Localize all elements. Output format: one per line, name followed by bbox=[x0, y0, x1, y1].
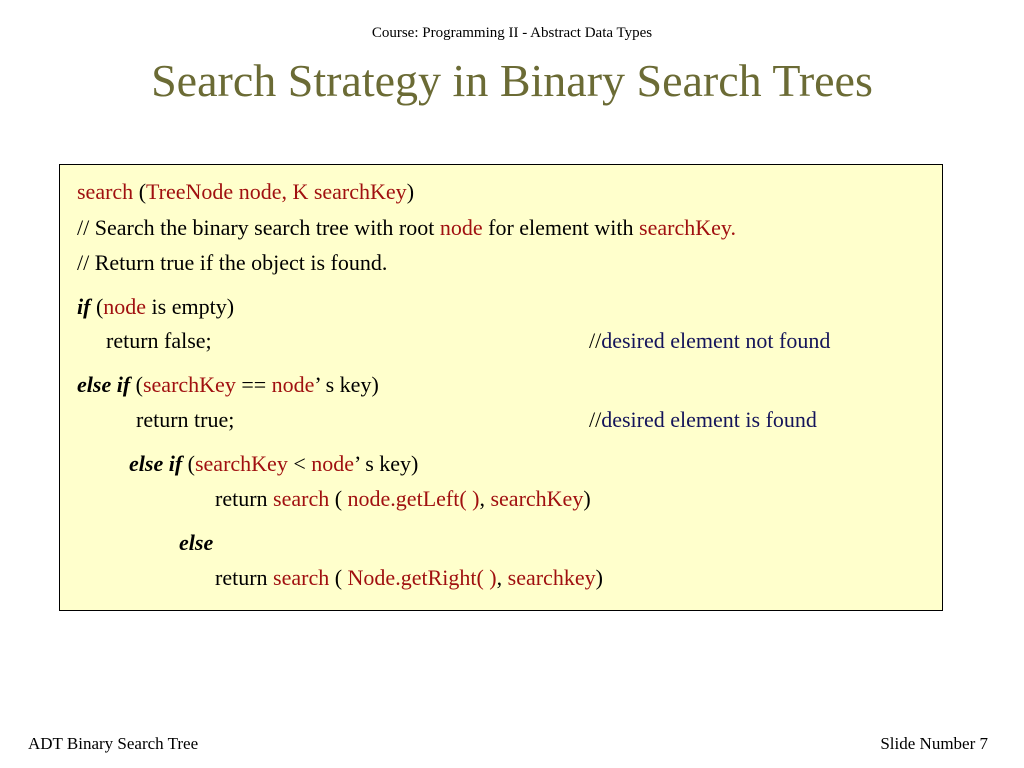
operator: == bbox=[235, 372, 272, 397]
argument-left: node.getLeft( ) bbox=[347, 486, 480, 511]
keyword-if: if bbox=[77, 294, 91, 319]
code-line-else-if-equal bbox=[77, 371, 379, 399]
code-line-else bbox=[179, 529, 213, 557]
comment-text: // Search the binary search tree with root bbox=[77, 215, 440, 240]
code-box bbox=[59, 164, 943, 611]
code-comment-not-found bbox=[589, 327, 830, 355]
node-identifier: node bbox=[271, 372, 315, 397]
code-line-else-if-less bbox=[129, 450, 418, 478]
apostrophe: ’ bbox=[314, 372, 321, 397]
comment-node: node bbox=[439, 215, 483, 240]
code-line-return-right bbox=[215, 564, 603, 592]
keyword-else-if: else if bbox=[77, 372, 131, 397]
comment-text: desired element is found bbox=[601, 407, 817, 432]
function-name: search bbox=[77, 179, 134, 204]
code-line-return-true bbox=[136, 406, 234, 434]
searchkey-identifier: searchKey bbox=[194, 451, 288, 476]
code-comment-found bbox=[589, 406, 817, 434]
apostrophe: ’ bbox=[354, 451, 360, 476]
condition-rest: s key) bbox=[320, 372, 379, 397]
code-line-signature bbox=[77, 178, 414, 206]
code-line-comment-1 bbox=[77, 214, 736, 242]
keyword-else-if: else if bbox=[129, 451, 183, 476]
comment-slashes: // bbox=[589, 407, 602, 432]
argument-right: Node.getRight( ) bbox=[347, 565, 497, 590]
code-line-return-false bbox=[106, 327, 212, 355]
parameters: TreeNode node, K searchKey bbox=[146, 179, 407, 204]
footer-left: ADT Binary Search Tree bbox=[28, 734, 199, 753]
condition-rest: is empty) bbox=[146, 294, 235, 319]
comment-text: // Return true if the object is found. bbox=[77, 250, 388, 275]
paren-close: ) bbox=[583, 486, 591, 511]
return-statement: return false; bbox=[106, 328, 212, 353]
code-line-if bbox=[77, 293, 234, 321]
comment-text: desired element not found bbox=[601, 328, 831, 353]
paren-open: ( bbox=[329, 486, 348, 511]
slide-number: Slide Number 7 bbox=[880, 734, 988, 753]
paren-close: ) bbox=[595, 565, 603, 590]
node-identifier: node bbox=[311, 451, 355, 476]
argument-searchkey: searchKey bbox=[490, 486, 584, 511]
comma: , bbox=[479, 486, 491, 511]
paren-open: ( bbox=[130, 372, 143, 397]
comment-searchkey: searchKey. bbox=[639, 215, 736, 240]
return-keyword: return bbox=[215, 486, 274, 511]
node-identifier: node bbox=[103, 294, 147, 319]
paren-open: ( bbox=[329, 565, 348, 590]
function-name: search bbox=[273, 486, 330, 511]
return-keyword: return bbox=[215, 565, 274, 590]
comment-slashes: // bbox=[589, 328, 602, 353]
paren-open: ( bbox=[90, 294, 104, 319]
function-name: search bbox=[273, 565, 330, 590]
paren-open: ( bbox=[182, 451, 195, 476]
searchkey-identifier: searchKey bbox=[142, 372, 236, 397]
course-label: Course: Programming II - Abstract Data Types bbox=[371, 25, 653, 41]
paren-open: ( bbox=[133, 179, 147, 204]
code-line-return-left bbox=[215, 485, 591, 513]
code-line-comment-2 bbox=[77, 249, 387, 277]
paren-close: ) bbox=[406, 179, 415, 204]
operator: < bbox=[287, 451, 312, 476]
comma: , bbox=[496, 565, 508, 590]
keyword-else: else bbox=[179, 530, 214, 555]
comment-text: for element with bbox=[482, 215, 640, 240]
slide-title: Search Strategy in Binary Search Trees bbox=[151, 55, 873, 106]
return-statement: return true; bbox=[136, 407, 235, 432]
condition-rest: s key) bbox=[359, 451, 419, 476]
argument-searchkey: searchkey bbox=[507, 565, 596, 590]
